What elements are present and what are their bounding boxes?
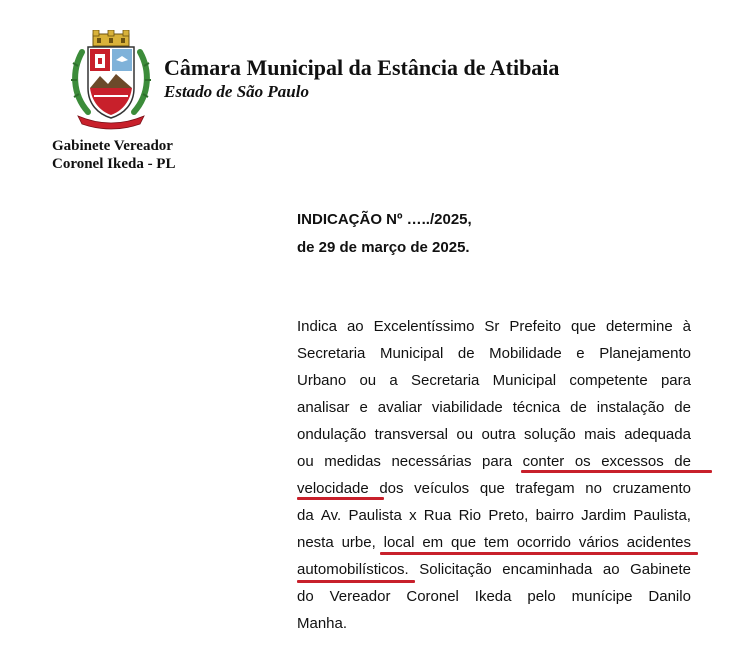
chamber-title: Câmara Municipal da Estância de Atibaia xyxy=(164,55,560,80)
body-word: Planejamento xyxy=(599,345,691,362)
body-word: Coronel xyxy=(406,588,459,605)
body-word: bairro xyxy=(535,507,574,524)
body-word: Urbano xyxy=(297,372,347,389)
body-word: Danilo xyxy=(648,588,691,605)
body-word: Preto, xyxy=(488,507,529,524)
indicacao-date: de 29 de março de 2025. xyxy=(297,239,470,256)
body-word: encaminhada xyxy=(502,561,593,578)
body-word: Indica xyxy=(297,318,338,335)
body-word: automobilísticos. xyxy=(297,561,409,578)
body-word: conter xyxy=(522,453,565,470)
body-word: nesta xyxy=(297,534,334,551)
body-word: Paulista xyxy=(348,507,402,524)
body-word: instalação xyxy=(596,399,665,416)
body-word: ou xyxy=(456,426,474,443)
body-word: à xyxy=(682,318,691,335)
crown-icon xyxy=(93,30,129,46)
body-word: ou xyxy=(359,372,377,389)
office-block xyxy=(52,137,175,173)
body-word: da xyxy=(297,507,314,524)
body-word: Manha. xyxy=(297,615,348,632)
body-word: de xyxy=(570,399,587,416)
body-word: Paulista, xyxy=(633,507,691,524)
body-word: Sr xyxy=(484,318,500,335)
indication-body xyxy=(297,313,691,637)
body-word: dos xyxy=(379,480,404,497)
body-word: adequada xyxy=(624,426,691,443)
body-word: ou xyxy=(297,453,314,470)
state-subtitle: Estado de São Paulo xyxy=(164,82,309,101)
body-line xyxy=(297,502,691,529)
body-line xyxy=(297,367,691,394)
body-word: de xyxy=(674,399,691,416)
body-word: velocidade xyxy=(297,480,369,497)
body-word: competente xyxy=(569,372,648,389)
body-word: em xyxy=(422,534,444,551)
body-word: e xyxy=(359,399,368,416)
body-word: Rio xyxy=(458,507,482,524)
body-word: ocorrido xyxy=(516,534,572,551)
body-word: Av. xyxy=(320,507,342,524)
highlight-underline xyxy=(297,580,415,583)
body-line xyxy=(297,394,691,421)
highlight-underline xyxy=(521,470,712,473)
body-word: Excelentíssimo xyxy=(373,318,475,335)
body-word: necessárias xyxy=(391,453,472,470)
body-word: cruzamento xyxy=(612,480,691,497)
body-word: Secretaria xyxy=(297,345,366,362)
body-word: Municipal xyxy=(379,345,444,362)
body-word: de xyxy=(674,453,691,470)
body-line xyxy=(297,313,691,340)
body-word: ondulação xyxy=(297,426,367,443)
body-word: Prefeito xyxy=(509,318,562,335)
body-word: Secretaria xyxy=(411,372,480,389)
office-line-2: Coronel Ikeda - PL xyxy=(52,156,176,172)
body-word: Municipal xyxy=(492,372,557,389)
body-word: pelo xyxy=(527,588,556,605)
body-word: os xyxy=(574,453,591,470)
body-line xyxy=(297,556,691,583)
body-word: Jardim xyxy=(581,507,627,524)
body-word: avaliar xyxy=(377,399,422,416)
body-word: do xyxy=(297,588,314,605)
body-word: Rua xyxy=(423,507,452,524)
body-word: x xyxy=(409,507,417,524)
body-word: transversal xyxy=(374,426,448,443)
body-word: veículos xyxy=(414,480,470,497)
indicacao-number: INDICAÇÃO Nº …../2025, xyxy=(297,211,472,228)
body-word: Gabinete xyxy=(630,561,691,578)
coat-of-arms-icon xyxy=(68,30,154,130)
body-word: excessos xyxy=(601,453,664,470)
body-word: tem xyxy=(483,534,509,551)
body-word: medidas xyxy=(324,453,381,470)
body-word: e xyxy=(576,345,585,362)
body-word: vários xyxy=(578,534,619,551)
body-word: que xyxy=(570,318,597,335)
body-word: Solicitação xyxy=(419,561,492,578)
body-word: local xyxy=(383,534,415,551)
body-word: munícipe xyxy=(571,588,633,605)
body-word: a xyxy=(389,372,398,389)
body-word: no xyxy=(585,480,602,497)
body-word: trafegam xyxy=(515,480,575,497)
highlight-underline xyxy=(380,552,698,555)
body-word: mais xyxy=(584,426,616,443)
body-line xyxy=(297,421,691,448)
body-word: que xyxy=(451,534,477,551)
body-word: Ikeda xyxy=(474,588,512,605)
body-word: ao xyxy=(346,318,364,335)
body-word: acidentes xyxy=(626,534,691,551)
body-word: analisar xyxy=(297,399,350,416)
body-line xyxy=(297,610,691,637)
body-word: outra xyxy=(481,426,516,443)
body-word: para xyxy=(660,372,691,389)
body-word: viabilidade xyxy=(431,399,503,416)
body-word: solução xyxy=(524,426,576,443)
body-word: ao xyxy=(602,561,620,578)
body-word: de xyxy=(457,345,475,362)
body-word: determine xyxy=(605,318,673,335)
body-word: urbe, xyxy=(341,534,376,551)
body-word: Vereador xyxy=(329,588,391,605)
body-line xyxy=(297,340,691,367)
highlight-underline xyxy=(297,497,384,500)
office-line-1: Gabinete Vereador xyxy=(52,138,173,154)
body-word: que xyxy=(479,480,505,497)
body-word: Mobilidade xyxy=(489,345,562,362)
body-word: para xyxy=(482,453,513,470)
body-word: técnica xyxy=(512,399,561,416)
indicacao-heading xyxy=(297,206,472,262)
body-line xyxy=(297,583,691,610)
